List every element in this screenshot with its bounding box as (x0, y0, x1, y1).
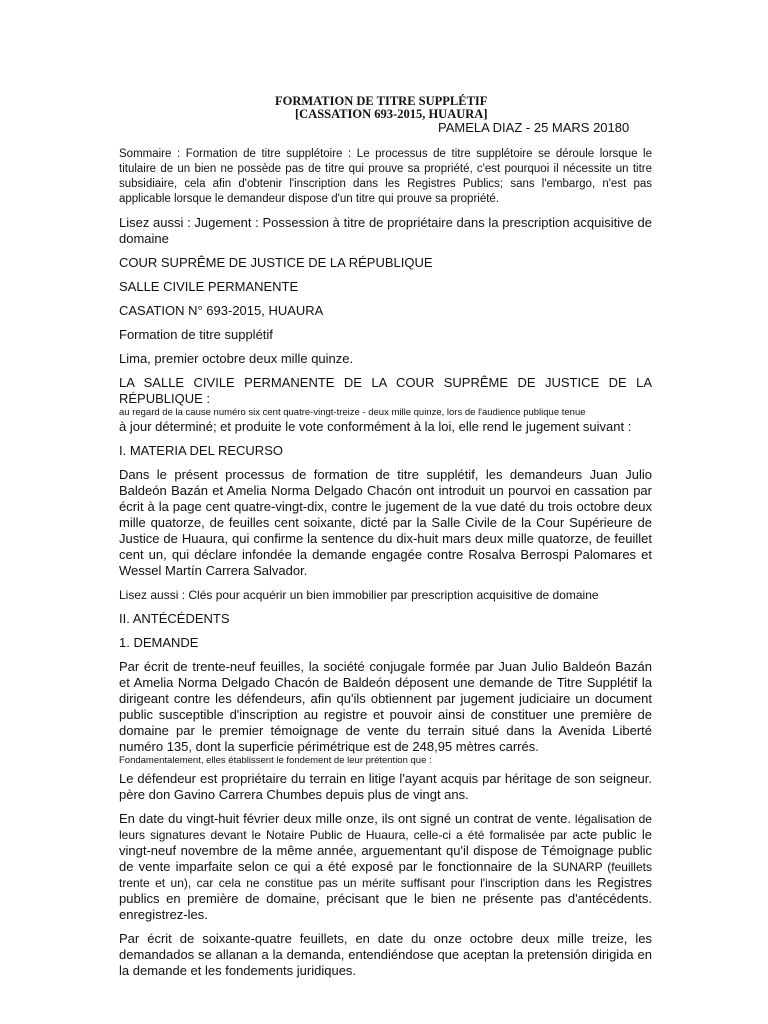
section-heading-antecedents: II. ANTÉCÉDENTS (119, 611, 230, 626)
sale-paragraph (119, 811, 652, 923)
see-also-link-1[interactable]: Lisez aussi : Jugement : Possession à titre de propriétaire dans la prescription acquisitive de domaine (119, 215, 652, 246)
document-body (119, 147, 652, 987)
recurso-paragraph: Dans le présent processus de formation de titre supplétif, les demandeurs Juan Julio Baldeón Bazán et Amelia Norma Delgado Chacón ont introduit un pourvoi en cassation par écrit à la page cent quatre-vingt-dix, contre le jugement de la vue daté du trois octobre deux mille quatorze, de feuilles cent soixante, dicté par la Salle Civile de la Cour Supérieure de Justice de Huaura, qui confirme la sentence du dix-huit mars deux mille quatorze, de feuillet cent un, qui déclare infondée la demande engagée contre Rosalva Berrospi Palomares et Wessel Martín Carrera Salvador. (119, 467, 652, 578)
subsection-heading-demande: 1. DEMANDE (119, 635, 199, 650)
sale-line-2: légalisation de leurs signatures devant le Notaire Public de Huaura, celle-ci a été formalisée par (119, 812, 652, 842)
demande-fine: Fondamentalement, elles établissent le fondement de leur prétention que : (119, 755, 432, 766)
sale-line-5: Registres publics en première de domaine, précisant que le bien ne présente pas d'antécédents. enregistrez-les. (119, 875, 652, 922)
case-number: CASATION N° 693-2015, HUAURA (119, 303, 324, 318)
title-line-2: [CASSATION 693-2015, HUAURA] (295, 107, 488, 121)
sale-line-4: SUNARP (feuillets trente et un), car cela ne constitue pas un mérite suffisant pour l'inscription dans les (119, 860, 652, 890)
owner-paragraph: Le défendeur est propriétaire du terrain en litige l'ayant acquis par héritage de son seigneur. père don Gavino Carrera Chumbes depuis plus de vingt ans. (119, 771, 652, 802)
demande-text: Par écrit de trente-neuf feuilles, la société conjugale formée par Juan Julio Baldeón Bazán et Amelia Norma Delgado Chacón de Baldeón déposent une demande de Titre Supplétif la dirigeant contre les défendeurs, afin qu'ils obtiennent par jugement judiciaire un document public susceptible d'inscription au registre et pouvoir ainsi de constituer une première de domaine par le premier témoignage de vente du terrain situé dans la Avenida Liberté numéro 135, dont la superficie périmétrique est de 248,95 mètres carrés. (119, 659, 652, 754)
intro-paragraph (119, 375, 652, 435)
author-date: PAMELA DIAZ - 25 MARS 20180 (438, 120, 630, 135)
sale-line-1: En date du vingt-huit février deux mille onze, ils ont signé un contrat de vente. (119, 811, 571, 826)
see-also-link-2[interactable]: Lisez aussi : Clés pour acquérir un bien immobilier par prescription acquisitive de domaine (119, 588, 599, 602)
sale-line-3: acte public le vingt-neuf novembre de la même année, arguementant qu'il dispose de Témoignage public de vente imparfaite selon ce qui a été exposé par le fonctionnaire de la (119, 827, 652, 874)
section-heading-recurso: I. MATERIA DEL RECURSO (119, 443, 283, 458)
chamber-name: SALLE CIVILE PERMANENTE (119, 279, 299, 294)
title-line-1: FORMATION DE TITRE SUPPLÉTIF (275, 94, 488, 108)
court-name: COUR SUPRÊME DE JUSTICE DE LA RÉPUBLIQUE (119, 255, 433, 270)
last-paragraph: Par écrit de soixante-quatre feuillets, en date du onze octobre deux mille treize, les demandados se allanan a la demanda, entendiéndose que aceptan la pretensión dirigida en la demande et les fondements juridiques. (119, 931, 652, 978)
intro-rest: à jour déterminé; et produite le vote conformément à la loi, elle rend le jugement suivant : (119, 419, 632, 434)
intro-main: LA SALLE CIVILE PERMANENTE DE LA COUR SUPRÊME DE JUSTICE DE LA RÉPUBLIQUE : (119, 375, 652, 406)
place-date: Lima, premier octobre deux mille quinze. (119, 351, 354, 366)
case-subject: Formation de titre supplétif (119, 327, 273, 342)
demande-paragraph (119, 659, 652, 767)
intro-fine: au regard de la cause numéro six cent quatre-vingt-treize - deux mille quinze, lors de l'audience publique tenue (119, 407, 586, 418)
summary-paragraph: Sommaire : Formation de titre supplétoire : Le processus de titre supplétoire se déroule lorsque le titulaire de un bien ne possède pas de titre qui prouve sa propriété, c'est pourquoi il nécessite un titre subsidiaire, cela afin d'obtenir l'inscription dans les Registres Publics; sans l'embargo, n'est pas applicable lorsque le demandeur dispose d'un titre qui prouve sa propriété. (119, 148, 652, 205)
